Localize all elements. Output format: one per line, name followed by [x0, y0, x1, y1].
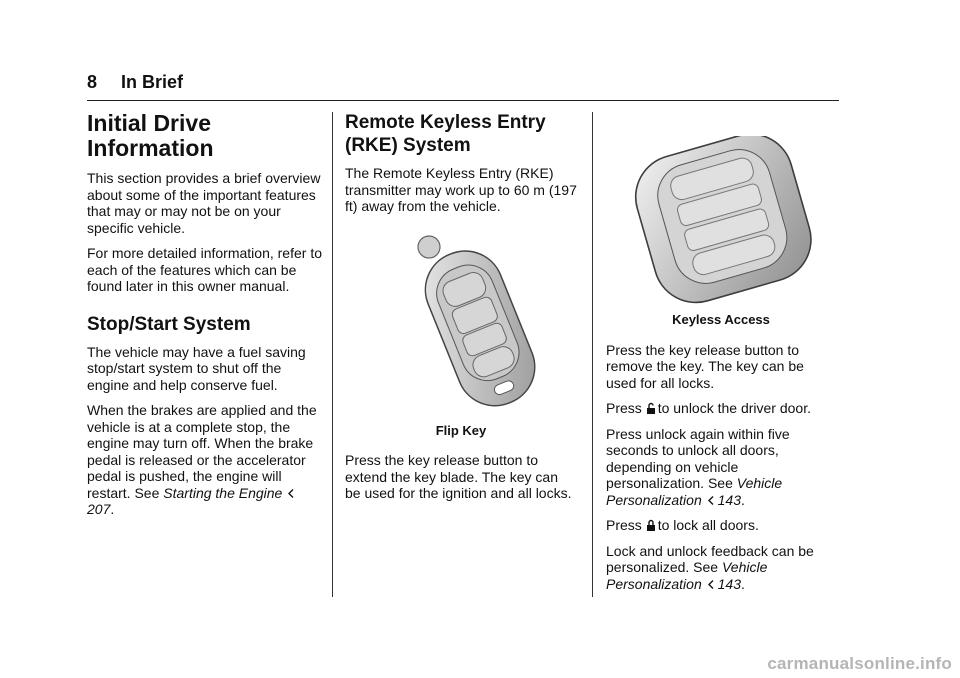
- page-ref-arrow-icon: [706, 494, 716, 507]
- page-ref-arrow-icon: [286, 487, 296, 500]
- column-divider-2: [592, 112, 593, 597]
- heading-rke-system: Remote Keyless Entry (RKE) System: [345, 112, 546, 156]
- heading-initial-drive: Initial Drive Information: [87, 110, 214, 161]
- paragraph: This section provides a brief overview about some of the important features that may or may not be on your specific vehicle.: [87, 170, 321, 236]
- figure-caption: Keyless Access: [672, 312, 770, 327]
- unlock-icon: [646, 402, 656, 415]
- figure-caption: Flip Key: [435, 422, 487, 438]
- paragraph-with-reference: Lock and unlock feedback can be personalized. See Vehicle Personalization 143.: [606, 542, 814, 592]
- column-divider-1: [332, 112, 333, 597]
- paragraph: Press the key release button to remove the key. The key can be used for all locks.: [606, 341, 804, 391]
- paragraph: The vehicle may have a fuel saving stop/start system to shut off the engine and help conserve fuel.: [87, 343, 306, 393]
- cross-reference-link[interactable]: Vehicle Personalization 143: [606, 475, 783, 508]
- flip-key-illustration: [371, 233, 551, 413]
- column-initial-drive: [87, 111, 323, 527]
- page-header: [87, 72, 839, 101]
- column-rke-system: [345, 111, 577, 511]
- lock-icon: [646, 519, 656, 532]
- paragraph: The Remote Keyless Entry (RKE) transmitter may work up to 60 m (197 ft) away from the vehicle.: [345, 165, 577, 214]
- paragraph-lock: Press to lock all doors.: [606, 517, 759, 533]
- keyless-access-fob-illustration: [626, 136, 816, 306]
- page-ref-arrow-icon: [706, 578, 716, 591]
- heading-stop-start: Stop/Start System: [87, 313, 251, 335]
- cross-reference-link[interactable]: Starting the Engine 207: [87, 485, 298, 518]
- cross-reference-link[interactable]: Vehicle Personalization 143: [606, 559, 768, 592]
- section-title: In Brief: [121, 72, 184, 92]
- column-keyless-access: [606, 136, 836, 601]
- watermark: carmanualsonline.info: [767, 654, 952, 673]
- paragraph: Press the key release button to extend the key blade. The key can be used for the ignition and all locks.: [345, 452, 572, 501]
- paragraph-unlock: Press to unlock the driver door.: [606, 400, 811, 416]
- paragraph: For more detailed information, refer to each of the features which can be found later in this owner manual.: [87, 245, 322, 294]
- page-number: 8: [87, 72, 98, 92]
- paragraph-with-reference: When the brakes are applied and the vehicle is at a complete stop, the engine may turn off. When the brake pedal is released or the accelerator pedal is pushed, the engine will restart. See Starting the Engine 207.: [87, 402, 317, 517]
- paragraph-with-reference: Press unlock again within five seconds to unlock all doors, depending on vehicle personalization. See Vehicle Personalization 143.: [606, 425, 790, 508]
